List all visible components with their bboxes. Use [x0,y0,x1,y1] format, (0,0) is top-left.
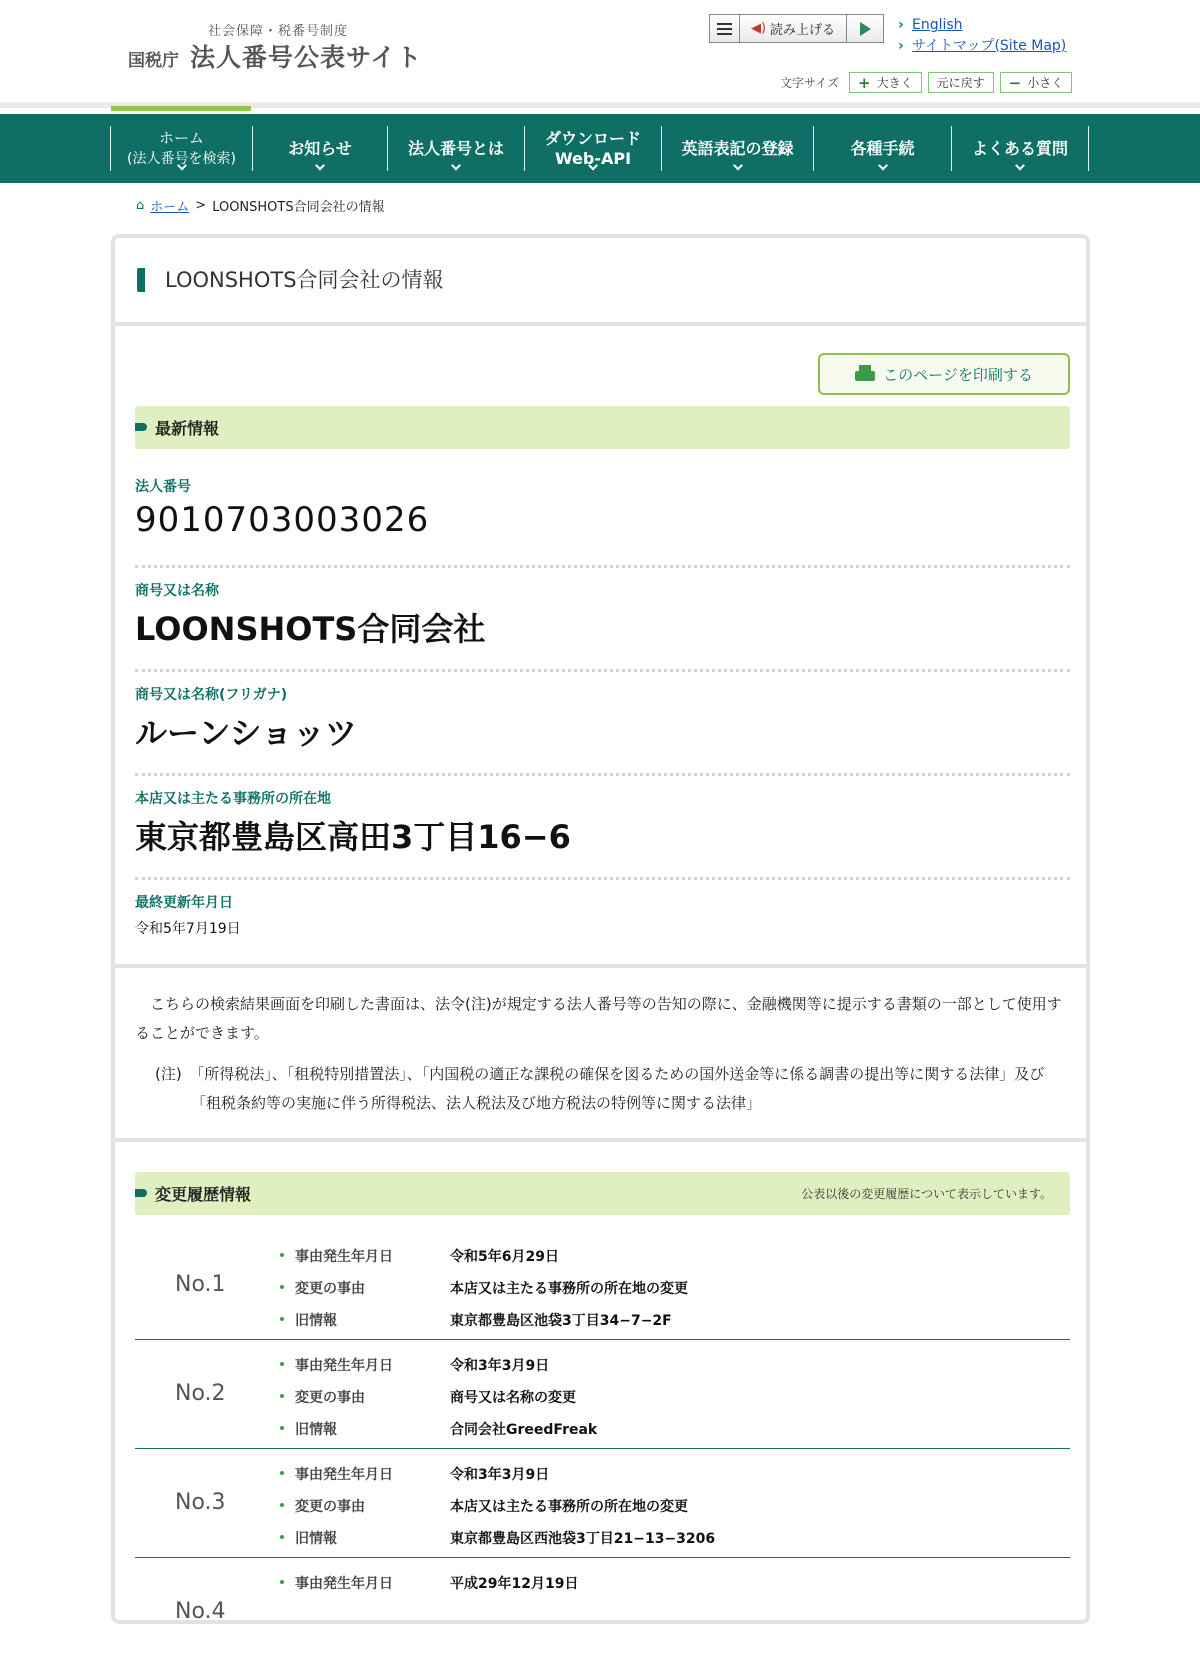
updated-label: 最終更新年月日 [135,895,233,911]
font-larger-button[interactable]: + 大きく [849,72,922,93]
history-old-label: 旧情報 [280,1310,450,1330]
history-old-info: 合同会社GreedFreak [450,1422,598,1438]
read-aloud-button[interactable] [740,15,847,42]
history-number: No.1 [175,1272,226,1297]
dotted-divider [135,773,1070,776]
history-reason-label: 変更の事由 [280,1387,450,1407]
kana-label: 商号又は名称(フリガナ) [135,687,288,703]
play-icon [860,22,871,36]
address-field [135,788,1070,858]
address-label: 本店又は主たる事務所の所在地 [135,791,331,807]
divider [115,322,1086,326]
breadcrumb-current: LOONSHOTS合同会社の情報 [212,200,385,215]
kana-value: ルーンショッツ [135,714,357,752]
speaker-icon: ◀) [750,21,767,36]
history-reason: 本店又は主たる事務所の所在地の変更 [450,1499,688,1515]
logo-agency: 国税庁 [128,51,179,71]
logo-site-title: 法人番号公表サイト [190,43,423,72]
history-date: 令和5年6月29日 [450,1249,559,1265]
notice-footnote: (注) 「所得税法」、「租税特別措置法」、「内国税の適正な課税の確保を図るための国外送金等に係る調書の提出等に関する法律」及び「租税条約等の実施に伴う所得税法、法人税法及び地方税法の特例等に関する法律」 [155,1065,1045,1112]
breadcrumb-separator: > [195,198,207,213]
font-size-label: 文字サイズ [780,76,840,90]
history-date-label: 事由発生年月日 [280,1464,450,1484]
home-icon: ⌂ [136,198,145,213]
logo-subtitle: 社会保障・税番号制度 [208,24,349,39]
history-old-info: 東京都豊島区池袋3丁目34−7−2F [450,1313,672,1329]
active-nav-indicator [111,106,251,111]
site-header [0,0,1200,108]
history-reason: 商号又は名称の変更 [450,1390,576,1406]
history-number: No.4 [175,1599,226,1624]
minus-icon: − [1008,73,1022,92]
read-aloud-label: 読み上げる [770,23,836,38]
printer-icon [855,365,875,383]
reader-menu-button[interactable] [710,15,740,42]
history-old-label: 旧情報 [280,1528,450,1548]
nav-english-registration[interactable]: 英語表記の登録 [662,126,814,171]
history-date-label: 事由発生年月日 [280,1246,450,1266]
nav-download[interactable]: ダウンロード Web-API [525,126,662,171]
name-field [135,580,1070,650]
corporation-info-panel [111,234,1090,1624]
plus-icon: + [858,73,871,92]
dotted-divider [135,877,1070,880]
nav-about[interactable]: 法人番号とは [388,126,525,171]
history-old-info: 東京都豊島区西池袋3丁目21−13−3206 [450,1531,716,1547]
history-reason-label: 変更の事由 [280,1278,450,1298]
dotted-divider [135,565,1070,568]
history-number: No.3 [175,1490,226,1515]
dotted-divider [135,669,1070,672]
kana-field [135,684,1070,754]
notice-main-text: こちらの検索結果画面を印刷した書面は、法令(注)が規定する法人番号等の告知の際に、金融機関等に提示する書類の一部として使用することができます。 [135,995,1062,1042]
nav-faq[interactable]: よくある質問 [952,126,1089,171]
history-row [135,1232,1070,1340]
font-smaller-button[interactable]: − 小さく [1000,72,1073,93]
top-links [898,15,1066,57]
breadcrumb-home-link[interactable]: ホーム [150,200,190,215]
print-notice [135,990,1070,1118]
latest-info-heading: 最新情報 [135,406,1070,449]
divider [115,1138,1086,1142]
history-date: 令和3年3月9日 [450,1358,550,1374]
text-reader-toolbar [709,14,884,43]
nav-news[interactable]: お知らせ [253,126,388,171]
corp-number-value: 9010703003026 [135,500,430,540]
history-note: 公表以後の変更履歴について表示しています。 [801,1187,1052,1201]
corp-number-field [135,476,1070,540]
divider [115,964,1086,968]
font-reset-button[interactable]: 元に戻す [928,72,994,93]
history-date-label: 事由発生年月日 [280,1355,450,1375]
print-button[interactable] [818,353,1070,395]
history-heading: 変更履歴情報 公表以後の変更履歴について表示しています。 [135,1172,1070,1215]
corp-number-label: 法人番号 [135,479,191,495]
name-label: 商号又は名称 [135,583,219,599]
updated-value: 令和5年7月19日 [135,921,241,937]
play-button[interactable] [847,15,883,42]
breadcrumb [136,196,385,215]
history-old-label: 旧情報 [280,1419,450,1439]
address-value: 東京都豊島区高田3丁目16−6 [135,818,571,856]
history-date: 令和3年3月9日 [450,1467,550,1483]
history-number: No.2 [175,1381,226,1406]
english-link[interactable]: › English [898,15,1066,36]
history-reason: 本店又は主たる事務所の所在地の変更 [450,1281,688,1297]
font-size-controls [780,72,1072,93]
nav-home[interactable]: ホーム (法人番号を検索) [111,126,253,171]
history-date: 平成29年12月19日 [450,1576,579,1592]
history-date-label: 事由発生年月日 [280,1573,450,1593]
global-nav [0,114,1200,183]
sitemap-link[interactable]: › サイトマップ(Site Map) [898,36,1066,57]
name-value: LOONSHOTS合同会社 [135,610,486,648]
history-row [135,1559,1070,1667]
page-title: LOONSHOTS合同会社の情報 [137,268,444,292]
print-label: このページを印刷する [883,365,1033,384]
updated-field [135,892,1070,938]
history-row [135,1450,1070,1558]
history-reason-label: 変更の事由 [280,1496,450,1516]
history-row [135,1341,1070,1449]
nav-procedures[interactable]: 各種手続 [814,126,952,171]
